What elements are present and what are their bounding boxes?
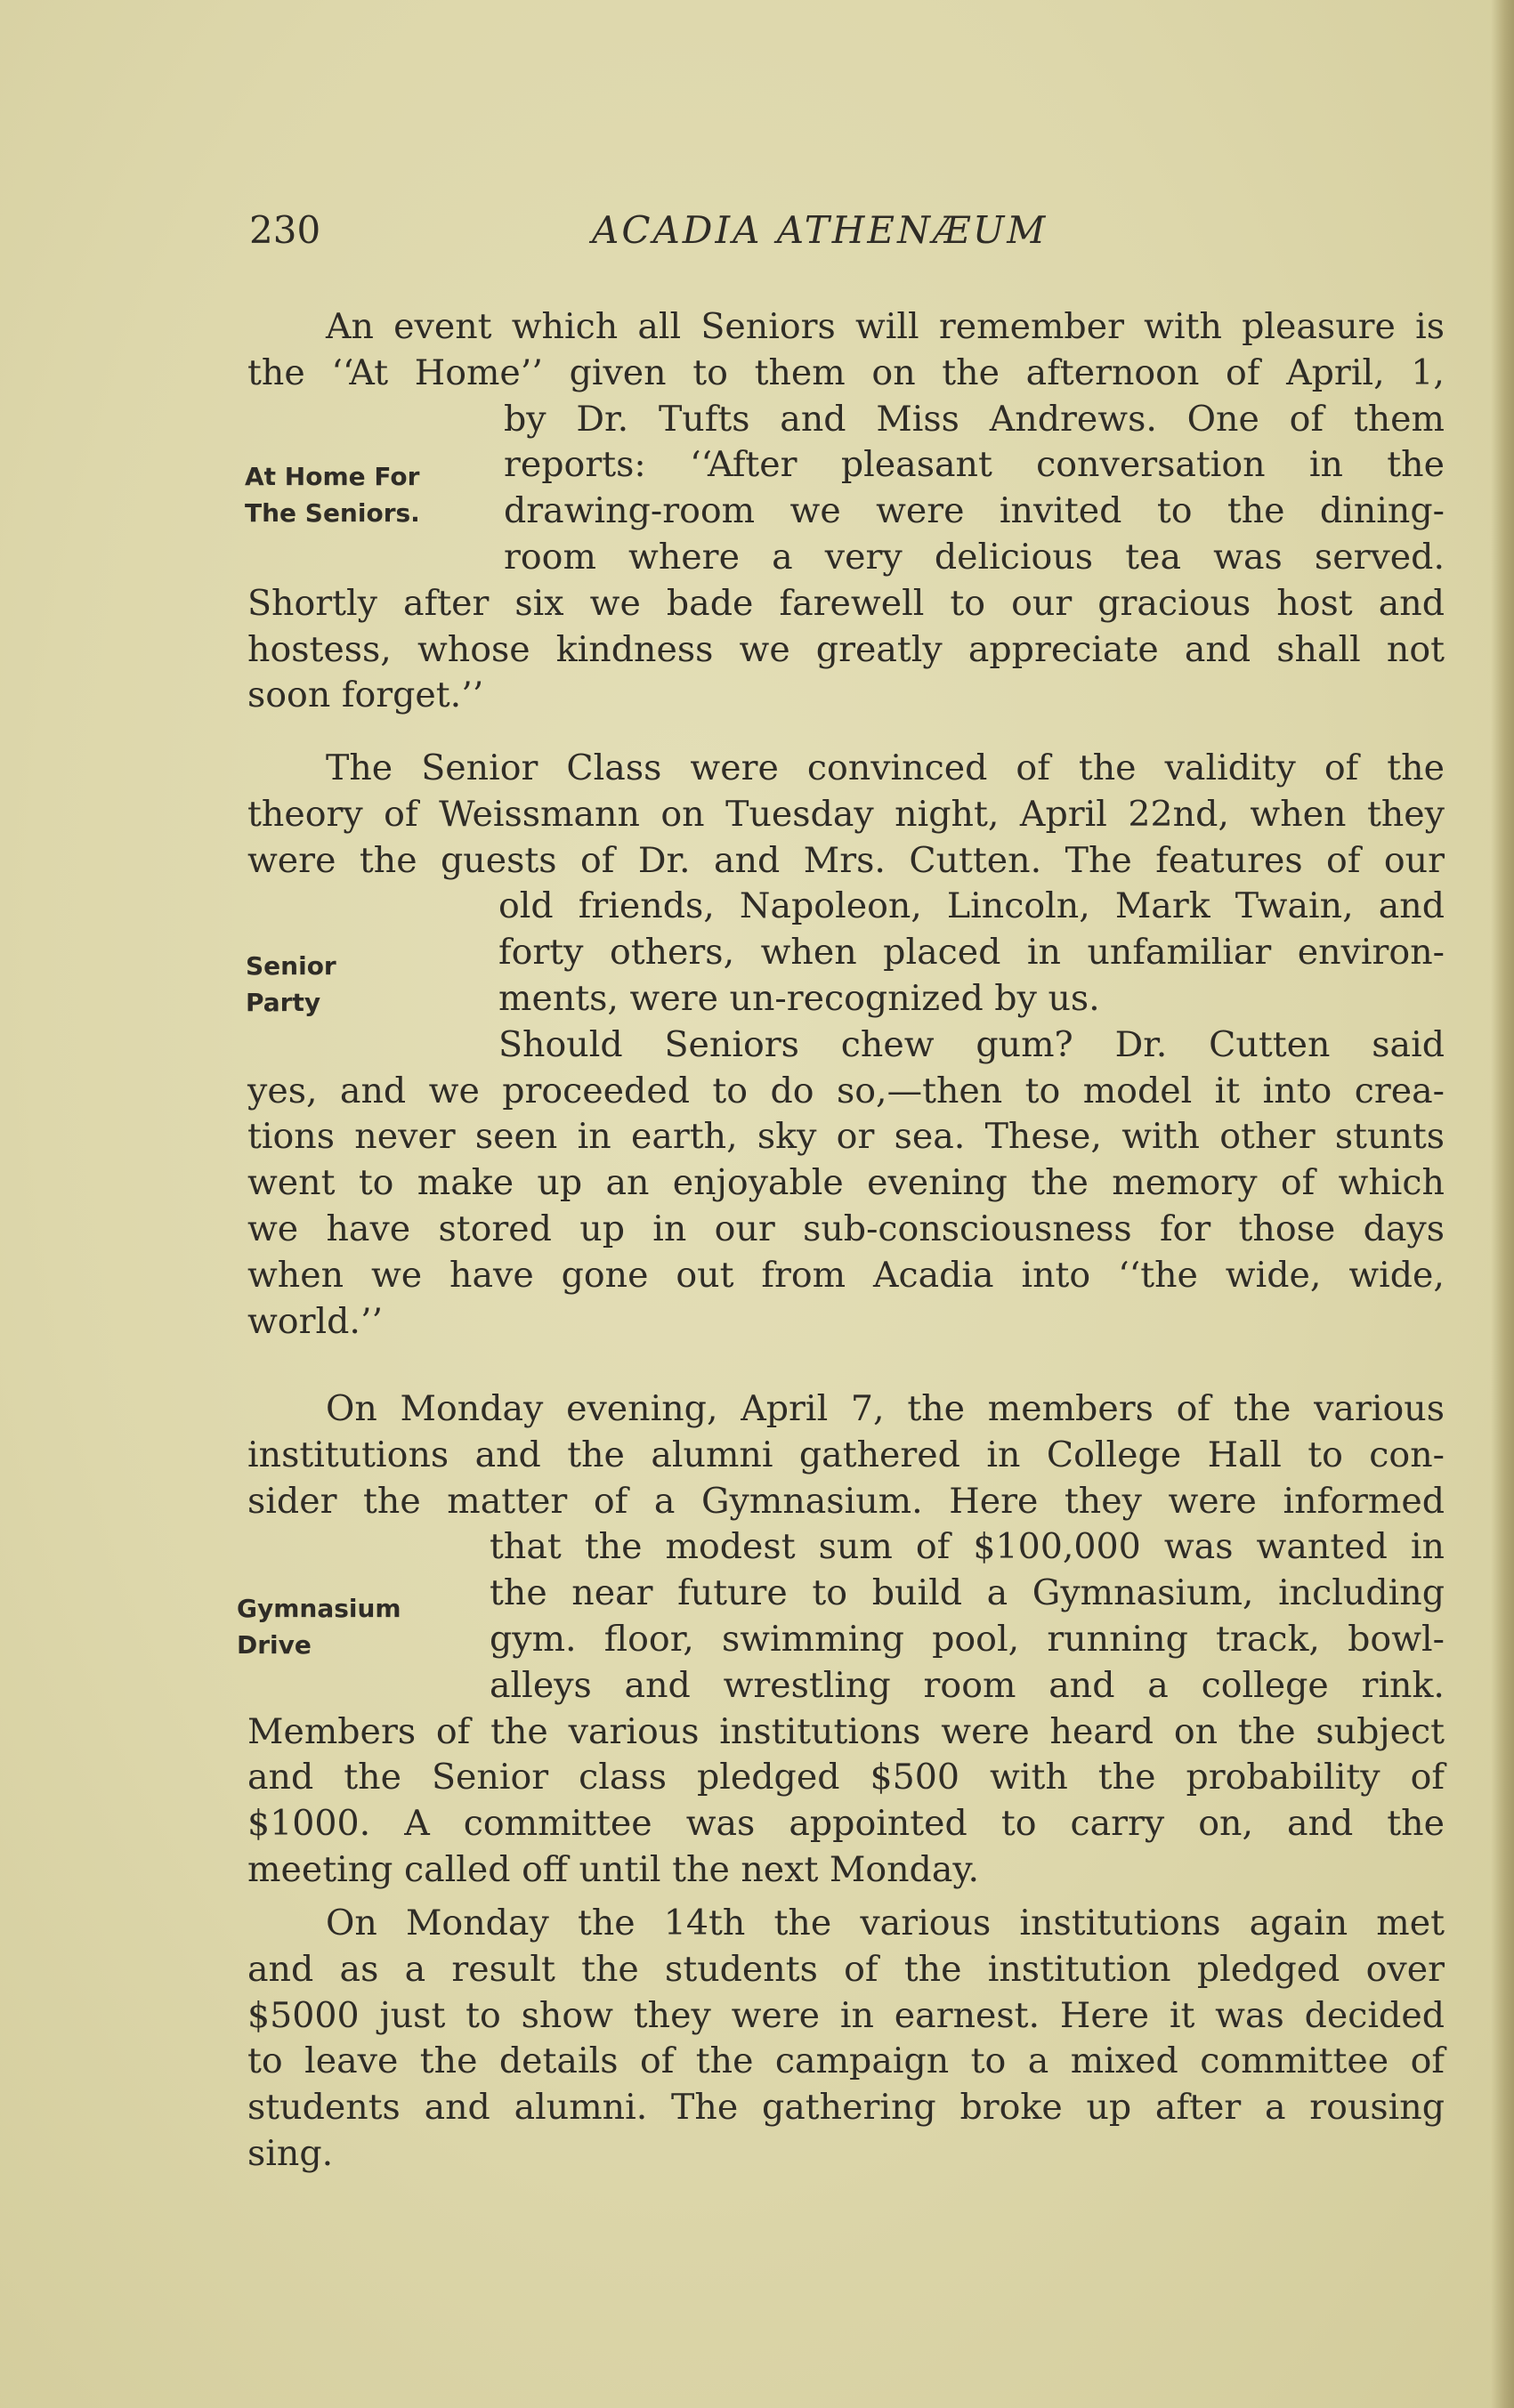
text-line: meeting called off until the next Monday. [247,1848,980,1890]
text-line: when we have gone out from Acadia into ‘‘the wide, wide, [247,1254,1445,1296]
text-line: room where a very delicious tea was served. [504,536,1445,578]
text-line: drawing-room we were invited to the dining- [504,490,1445,532]
text-line: yes, and we proceeded to do so,—then to model it into crea- [247,1070,1445,1111]
text-line: $1000. A committee was appointed to carry on, and the [247,1803,1445,1845]
text-line: hostess, whose kindness we greatly appreciate and shall not [247,628,1445,670]
text-line: soon forget.’’ [247,675,484,716]
running-title: ACADIA ATHENÆUM [592,208,1048,252]
text-line: the ‘‘At Home’’ given to them on the afternoon of April, 1, [247,352,1445,393]
paragraph-gymnasium-followup [247,1901,1445,2178]
sidenote-line: The Seniors. [245,497,420,528]
text-line: sing. [247,2132,334,2174]
text-line: Shortly after six we bade farewell to our gracious host and [247,582,1445,624]
text-line: world.’’ [247,1300,384,1342]
sidenote-line: Senior [246,951,336,981]
sidenote-line: Drive [237,1629,312,1660]
text-line: students and alumni. The gathering broke up after a rousing [247,2087,1445,2129]
text-line: theory of Weissmann on Tuesday night, April 22nd, when they [247,793,1445,835]
text-line: sider the matter of a Gymnasium. Here they were informed [247,1480,1445,1522]
sidenote-senior-party [246,949,336,1021]
text-line: forty others, when placed in unfamiliar environ- [498,932,1445,974]
text-line: that the modest sum of $100,000 was wanted in [490,1526,1445,1568]
text-line: Members of the various institutions were heard on the subject [247,1710,1445,1752]
text-line: by Dr. Tufts and Miss Andrews. One of them [504,398,1445,440]
text-line: went to make up an enjoyable evening the memory of which [247,1162,1445,1204]
text-line: gym. floor, swimming pool, running track, bowl- [490,1618,1445,1660]
sidenote-line: Party [246,987,321,1017]
text-line: The Senior Class were convinced of the validity of the [326,747,1445,788]
text-line: On Monday the 14th the various institutions again met [326,1903,1445,1943]
paragraph-gymnasium-drive [247,1386,1445,1894]
sidenote-at-home [245,459,420,531]
sidenote-line: At Home For [245,462,420,491]
page-number: 230 [249,208,321,252]
text-line: and the Senior class pledged $500 with the probability of [247,1757,1445,1798]
text-line: alleys and wrestling room and a college rink. [490,1664,1445,1706]
text-line: and as a result the students of the institution pledged over [247,1948,1445,1990]
paragraph-at-home [247,304,1445,719]
text-line: $5000 just to show they were in earnest. Here it was decided [247,1994,1445,2036]
page-edge-shadow [1491,0,1514,2408]
page-header [249,208,1442,262]
text-line: ments, were un-recognized by us. [498,977,1100,1019]
text-line: were the guests of Dr. and Mrs. Cutten. The features of our [247,839,1445,881]
text-line: institutions and the alumni gathered in College Hall to con- [247,1434,1445,1475]
text-line: to leave the details of the campaign to a mixed committee of [247,2040,1445,2082]
text-line: reports: ‘‘After pleasant conversation in the [504,444,1445,486]
sidenote-gymnasium-drive [237,1591,401,1663]
paragraph-senior-party [247,746,1445,1345]
text-line: the near future to build a Gymnasium, including [490,1572,1445,1614]
text-line: On Monday evening, April 7, the members of the various [326,1388,1445,1429]
sidenote-line: Gymnasium [237,1594,401,1623]
text-line: Should Seniors chew gum? Dr. Cutten said [498,1023,1445,1065]
text-line: old friends, Napoleon, Lincoln, Mark Twain, and [498,885,1445,927]
text-line: we have stored up in our sub-consciousness for those days [247,1208,1445,1249]
text-line: tions never seen in earth, sky or sea. These, with other stunts [247,1116,1445,1158]
text-line: An event which all Seniors will remember with pleasure is [326,306,1445,347]
